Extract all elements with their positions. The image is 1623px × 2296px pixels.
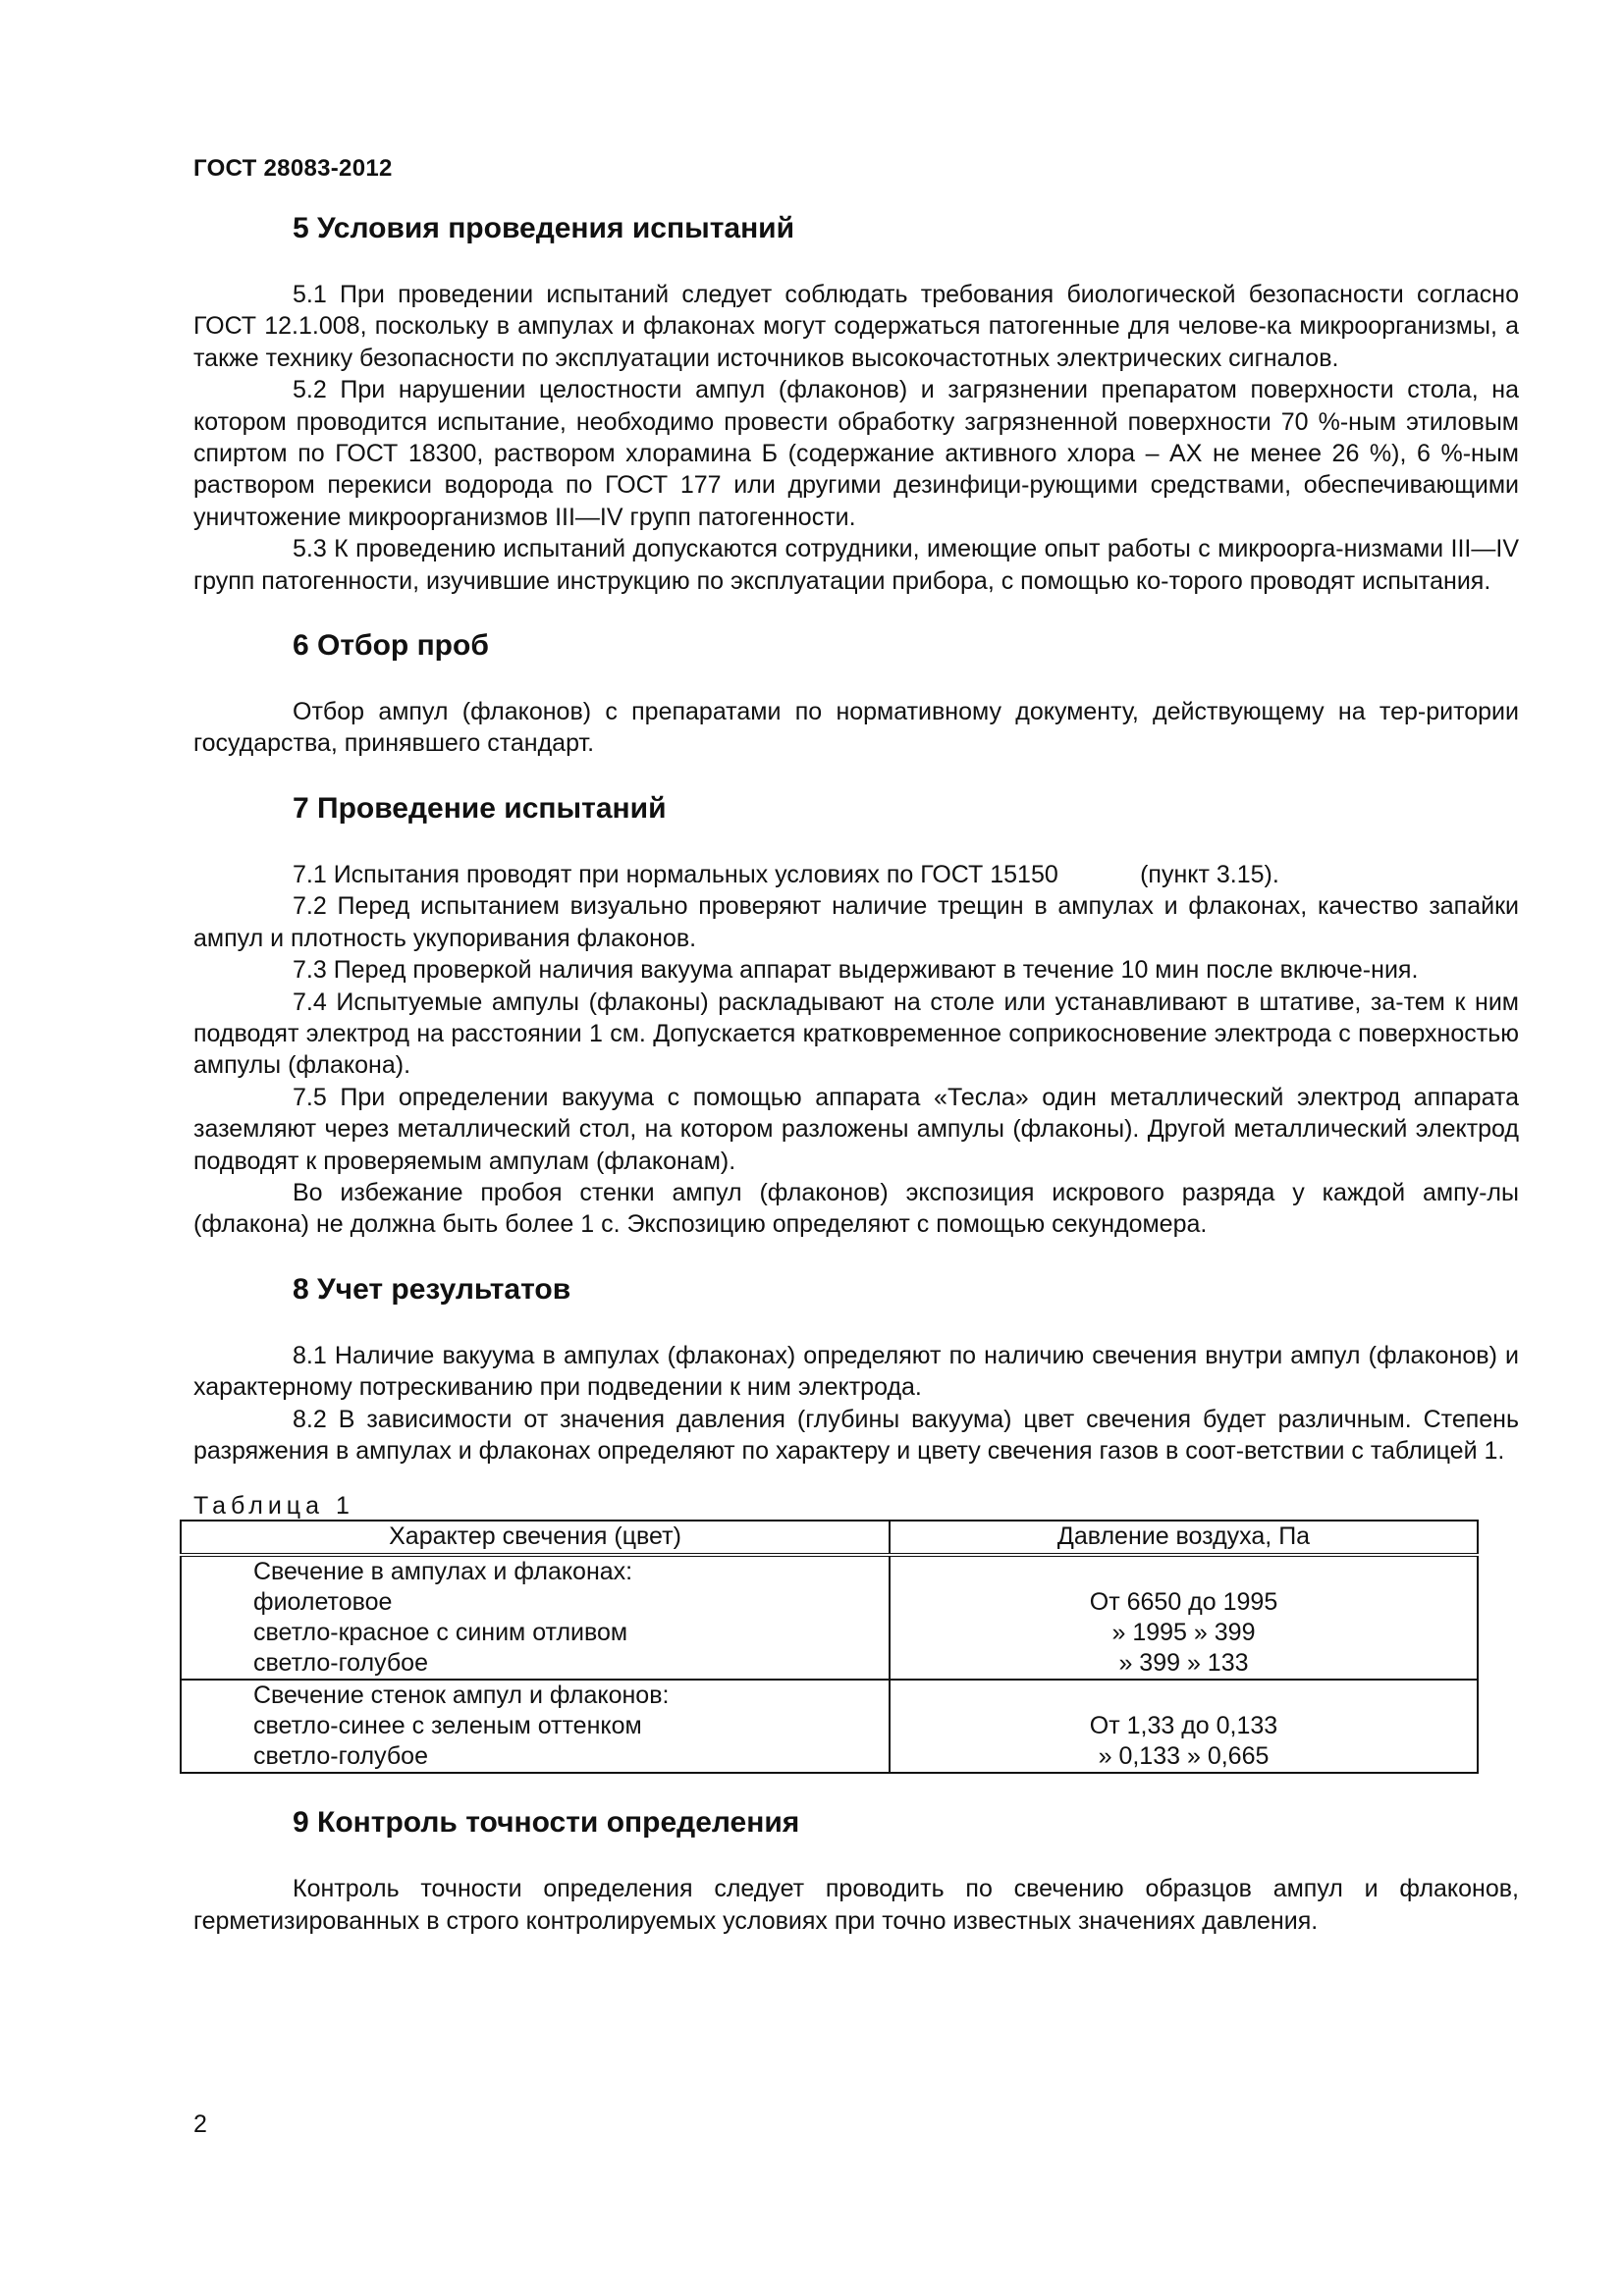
paragraph-7-2: 7.2 Перед испытанием визуально проверяют наличие трещин в ампулах и флаконах, качество запайки ампул и плотность укупоривания флаконов. [193, 892, 1519, 952]
document-body [193, 211, 1519, 1937]
table-header-color: Характер свечения (цвет) [181, 1521, 890, 1555]
group-title: Свечение стенок ампул и флаконов: [253, 1682, 670, 1710]
paragraph-7-3: 7.3 Перед проверкой наличия вакуума аппарат выдерживают в течение 10 мин после включе-ния. [293, 956, 1419, 985]
color-value: светло-голубое [253, 1742, 428, 1771]
section-8-title: 8 Учет результатов [293, 1272, 571, 1306]
group-title: Свечение в ампулах и флаконах: [253, 1558, 633, 1586]
table-header-row [181, 1521, 1478, 1555]
paragraph-6-1: Отбор ампул (флаконов) с препаратами по нормативному документу, действующему на тер-ритории государства, принявшего стандарт. [193, 698, 1519, 758]
section-6-title: 6 Отбор проб [293, 629, 489, 663]
table-cell-color [181, 1555, 890, 1680]
pressure-value: От 1,33 до 0,133 [1089, 1712, 1278, 1740]
color-value: светло-голубое [253, 1649, 428, 1678]
color-value: светло-синее с зеленым оттенком [253, 1712, 642, 1740]
paragraph-9-1: Контроль точности определения следует проводить по свечению образцов ампул и флаконов, герметизированных в строго контролируемых условиях при точно известных значениях давления. [193, 1875, 1519, 1935]
paragraph-7-5: 7.5 При определении вакуума с помощью аппарата «Тесла» один металлический электрод аппарата заземляют через металлический стол, на котором разложены ампулы (флаконы). Другой металлический электрод подводят к проверяемым ампулам (флаконам). [193, 1083, 1519, 1175]
table-caption: Таблица 1 [193, 1492, 354, 1521]
table-row [181, 1680, 1478, 1773]
pressure-value: От 6650 до 1995 [1089, 1588, 1278, 1617]
pressure-value: » 0,133 » 0,665 [1098, 1742, 1270, 1771]
section-9-title: 9 Контроль точности определения [293, 1806, 800, 1840]
table-header-pressure: Давление воздуха, Па [890, 1521, 1478, 1555]
paragraph-8-2: 8.2 В зависимости от значения давления (глубины вакуума) цвет свечения будет различным. Степень разряжения в ампулах и флаконах определяют по характеру и цвету свечения газов в соот-ветствии с таблицей 1. [193, 1405, 1519, 1465]
paragraph-7-6: Во избежание пробоя стенки ампул (флаконов) экспозиция искрового разряда у каждой ампу-лы (флакона) не должна быть более 1 с. Экспозицию определяют с помощью секундомера. [193, 1178, 1519, 1239]
paragraph-5-2: 5.2 При нарушении целостности ампул (флаконов) и загрязнении препаратом поверхности стола, на котором проводится испытание, необходимо провести обработку загрязненной поверхности 70 %-ным этиловым спиртом по ГОСТ 18300, раствором хлорамина Б (содержание активного хлора – АХ не менее 26 %), 6 %-ным раствором перекиси водорода по ГОСТ 177 или другими дезинфици-рующими средствами, обеспечивающими уничтожение микроорганизмов III—IV групп патогенности. [193, 376, 1519, 531]
standard-number-header: ГОСТ 28083-2012 [193, 155, 393, 182]
table-cell-pressure [890, 1680, 1478, 1773]
paragraph-5-3: 5.3 К проведению испытаний допускаются сотрудники, имеющие опыт работы с микроорга-низмами III—IV групп патогенности, изучившие инструкцию по эксплуатации прибора, с помощью ко-торого проводят испытания. [193, 535, 1519, 595]
glow-pressure-table [180, 1520, 1479, 1774]
paragraph-7-1: 7.1 Испытания проводят при нормальных условиях по ГОСТ 15150 (пункт 3.15). [293, 860, 1279, 888]
section-7-title: 7 Проведение испытаний [293, 791, 667, 825]
paragraph-8-1: 8.1 Наличие вакуума в ампулах (флаконах) определяют по наличию свечения внутри ампул (флаконов) и характерному потрескиванию при подведении к ним электрода. [193, 1341, 1519, 1402]
pressure-value: » 1995 » 399 [1111, 1619, 1256, 1647]
page-number: 2 [193, 2110, 207, 2138]
color-value: светло-красное с синим отливом [253, 1619, 628, 1647]
color-value: фиолетовое [253, 1588, 393, 1617]
paragraph-5-1: 5.1 При проведении испытаний следует соблюдать требования биологической безопасности согласно ГОСТ 12.1.008, поскольку в ампулах и флаконах могут содержаться патогенные для челове-ка микроорганизмы, а также технику безопасности по эксплуатации источников высокочастотных электрических сигналов. [193, 281, 1519, 372]
pressure-value: » 399 » 133 [1118, 1649, 1249, 1678]
table-row [181, 1555, 1478, 1680]
section-5-title: 5 Условия проведения испытаний [293, 212, 795, 244]
paragraph-7-4: 7.4 Испытуемые ампулы (флаконы) раскладывают на столе или устанавливают в штативе, за-тем к ним подводят электрод на расстоянии 1 см. Допускается кратковременное соприкосновение электрода с поверхностью ампулы (флакона). [193, 988, 1519, 1080]
table-cell-color [181, 1680, 890, 1773]
table-cell-pressure [890, 1555, 1478, 1680]
